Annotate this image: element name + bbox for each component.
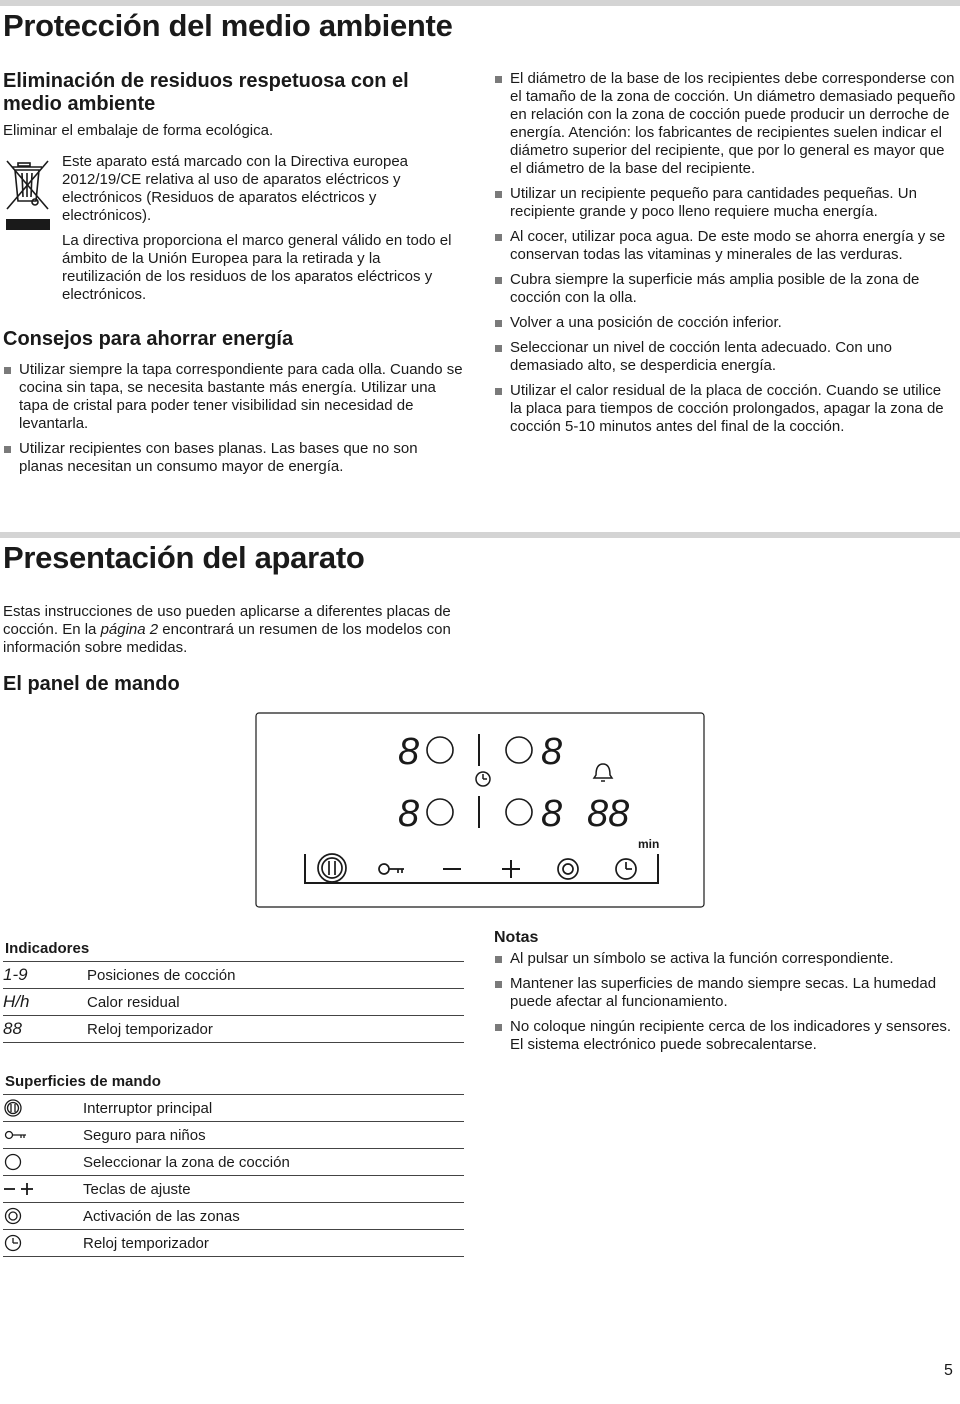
table-row [3, 1149, 464, 1176]
power-icon [3, 1098, 23, 1118]
timer-symbol: 88 [3, 1019, 22, 1038]
controls-table [3, 1068, 464, 1257]
display-digit: 8 [398, 731, 420, 773]
list-item: Mantener las superficies de mando siempre secas. La humedad puede afectar al funcionamiento. [494, 975, 956, 1011]
top-rule [0, 0, 960, 6]
page-number: 5 [944, 1362, 953, 1379]
control-label: Activación de las zonas [83, 1203, 464, 1230]
indicator-label: Calor residual [87, 989, 464, 1016]
control-label: Reloj temporizador [83, 1230, 464, 1257]
list-item: Cubra siempre la superficie más amplia posible de la zona de cocción con la olla. [494, 271, 956, 307]
table-header-row [3, 1068, 464, 1095]
list-item: Seleccionar un nivel de cocción lenta adecuado. Con uno demasiado alto, se desperdicia energía. [494, 339, 956, 375]
page-link[interactable]: página 2 [100, 621, 159, 638]
control-panel-title: El panel de mando [3, 673, 180, 695]
energy-tips-left [3, 361, 465, 483]
residual-heat-symbol: H/h [3, 992, 30, 1011]
control-panel-diagram [255, 712, 705, 908]
section-title-appliance: Presentación del aparato [3, 540, 365, 575]
weee-bin-icon [4, 157, 52, 233]
table-row [3, 1016, 464, 1043]
list-item: Volver a una posición de cocción inferior. [494, 314, 956, 332]
table-row [3, 1203, 464, 1230]
key-icon [3, 1125, 29, 1145]
display-digit: 8 [398, 793, 420, 835]
packaging-text: Eliminar el embalaje de forma ecológica. [3, 122, 274, 139]
section-title-environment: Protección del medio ambiente [3, 8, 453, 43]
section-rule [0, 532, 960, 538]
list-item: No coloque ningún recipiente cerca de los indicadores y sensores. El sistema electrónico puede sobrecalentarse. [494, 1018, 956, 1054]
energy-tips-right [494, 70, 956, 443]
table-row [3, 962, 464, 989]
indicators-table [3, 936, 464, 1043]
zone-activation-icon [3, 1206, 23, 1226]
display-digit: 8 [541, 793, 563, 835]
table-row [3, 989, 464, 1016]
controls-header: Superficies de mando [3, 1068, 464, 1095]
subsection-title-energy: Consejos para ahorrar energía [3, 328, 294, 350]
appliance-intro: Estas instrucciones de uso pueden aplicarse a diferentes placas de cocción. En la página 2 encontrará un resumen de los modelos con información sobre medidas. [3, 603, 451, 656]
weee-directive-text: Este aparato está marcado con la Directiva europea 2012/19/CE relativa al uso de aparatos eléctricos y electrónicos (Residuos de aparatos eléctricos y electrónicos). [62, 153, 409, 224]
minus-plus-icon [3, 1179, 35, 1199]
subsection-title-waste: Eliminación de residuos respetuosa con el medio ambiente [3, 70, 409, 115]
list-item: Al pulsar un símbolo se activa la función correspondiente. [494, 950, 956, 968]
cooking-level-symbol: 1-9 [3, 965, 28, 984]
clock-icon [3, 1233, 23, 1253]
indicator-label: Reloj temporizador [87, 1016, 464, 1043]
weee-framework-text: La directiva proporciona el marco general válido en todo el ámbito de la Unión Europea para la retirada y la reutilización de los residuos de los aparatos eléctricos y electrónicos. [62, 232, 452, 303]
list-item: El diámetro de la base de los recipientes debe corresponderse con el tamaño de la zona de cocción. Un diámetro demasiado pequeño en relación con la zona de cocción puede producir un derroche de energía. Atención: los fabricantes de recipientes suelen indicar el diámetro superior del recipiente, que por lo general es mayor que el diámetro de la base del recipiente. [494, 70, 956, 178]
display-digit: 8 [541, 731, 563, 773]
indicator-label: Posiciones de cocción [87, 962, 464, 989]
indicators-header: Indicadores [3, 936, 464, 962]
list-item: Utilizar recipientes con bases planas. Las bases que no son planas necesitan un consumo mayor de energía. [3, 440, 465, 476]
list-item: Utilizar el calor residual de la placa de cocción. Cuando se utilice la placa para tiempos de cocción prolongados, apagar la zona de cocción 5-10 minutos antes del final de la cocción. [494, 382, 956, 436]
table-row [3, 1176, 464, 1203]
notes-title: Notas [494, 929, 539, 946]
circle-icon [3, 1152, 23, 1172]
list-item: Al cocer, utilizar poca agua. De este modo se ahorra energía y se conservan todas las vitaminas y minerales de las verduras. [494, 228, 956, 264]
notes-list [494, 950, 956, 1061]
table-row [3, 1230, 464, 1257]
table-row [3, 1095, 464, 1122]
list-item: Utilizar un recipiente pequeño para cantidades pequeñas. Un recipiente grande y poco lleno requiere mucha energía. [494, 185, 956, 221]
timer-display: 88 [587, 793, 630, 835]
control-label: Teclas de ajuste [83, 1176, 464, 1203]
control-label: Interruptor principal [83, 1095, 464, 1122]
control-label: Seleccionar la zona de cocción [83, 1149, 464, 1176]
table-header-row [3, 936, 464, 962]
control-label: Seguro para niños [83, 1122, 464, 1149]
list-item: Utilizar siempre la tapa correspondiente para cada olla. Cuando se cocina sin tapa, se necesita bastante más energía. Utilizar una tapa de cristal para poder tener visibilidad sin necesidad de levantarla. [3, 361, 465, 433]
min-label: min [638, 837, 660, 851]
table-row [3, 1122, 464, 1149]
